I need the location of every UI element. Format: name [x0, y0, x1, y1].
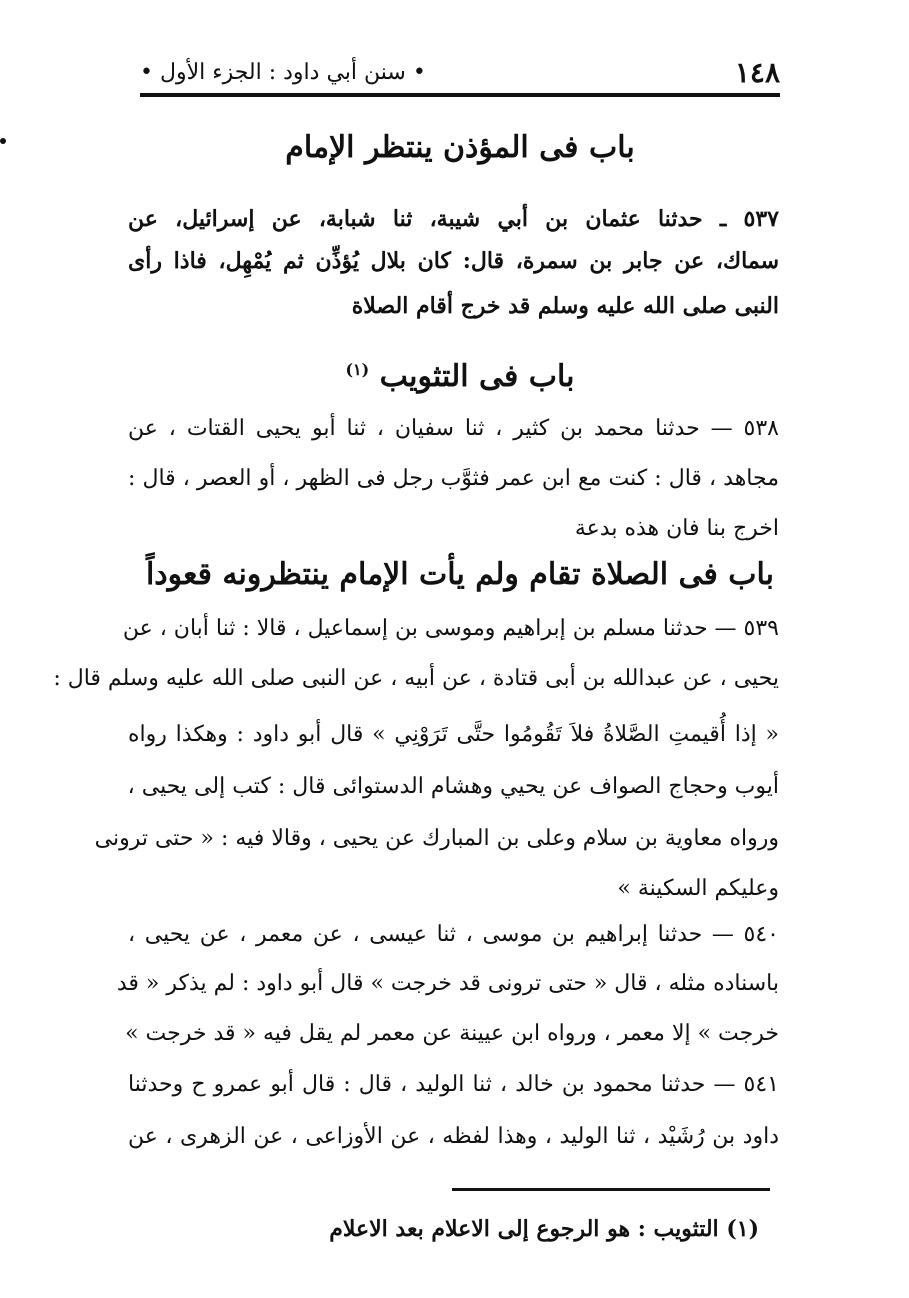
chapter-heading-2-text: باب فى التثويب [379, 359, 575, 394]
text-line: ٥٣٧ ـ حدثنا عثمان بن أبي شيبة، ثنا شبابة، عن إسرائيل، عن [128, 206, 779, 232]
chapter-heading-2 [120, 350, 800, 397]
header-rule [140, 93, 780, 97]
footnote-marker: (١) [345, 360, 370, 379]
text-line: مجاهد ، قال : كنت مع ابن عمر فثوَّب رجل فى الظهر ، أو العصر ، قال : [128, 466, 779, 491]
text-line: ٥٤١ — حدثنا محمود بن خالد ، ثنا الوليد ، قال : قال أبو عمرو ح وحدثنا [128, 1072, 779, 1097]
text-line: داود بن رُشَيْد ، ثنا الوليد ، وهذا لفظه ، عن الأوزاعى ، عن الزهرى ، عن [128, 1124, 779, 1149]
footnote-rule [452, 1188, 770, 1191]
text-line: ٥٤٠ — حدثنا إبراهيم بن موسى ، ثنا عيسى ، عن معمر ، عن يحيى ، [128, 922, 779, 947]
chapter-heading-3: باب فى الصلاة تقام ولم يأت الإمام ينتظرونه قعوداً [145, 557, 775, 592]
text-line: ورواه معاوية بن سلام وعلى بن المبارك عن يحيى ، وقالا فيه : « حتى ترونى [94, 826, 779, 851]
page-header [140, 52, 780, 92]
text-line: أيوب وحجاج الصواف عن يحيي وهشام الدستوائى قال : كتب إلى يحيى ، [127, 774, 779, 799]
text-line: سماك، عن جابر بن سمرة، قال: كان بلال يُؤذِّن ثم يُمْهِل، فاذا رأى [128, 248, 779, 274]
text-line: باسناده مثله ، قال « حتى ترونى قد خرجت » قال أبو داود : لم يذكر « قد [116, 971, 779, 996]
page-number: ١٤٨ [734, 55, 780, 89]
text-line: « إذا أُقيمتِ الصَّلاةُ فلاَ تَقُومُوا حتَّى تَرَوْنِي » قال أبو داود : وهكذا رواه [128, 722, 779, 747]
footnote: (١) التثويب : هو الرجوع إلى الاعلام بعد الاعلام [329, 1216, 759, 1242]
text-line: ٥٣٨ — حدثنا محمد بن كثير ، ثنا سفيان ، ثنا أبو يحيى القتات ، عن [128, 416, 779, 441]
text-line: النبى صلى الله عليه وسلم قد خرج أقام الصلاة [351, 293, 779, 319]
text-line: خرجت » إلا معمر ، ورواه ابن عيينة عن معمر لم يقل فيه « قد خرجت » [125, 1021, 779, 1046]
text-line: اخرج بنا فان هذه بدعة [574, 516, 779, 541]
margin-mark [0, 138, 6, 144]
text-line: وعليكم السكينة » [617, 876, 779, 901]
chapter-heading-1: باب فى المؤذن ينتظر الإمام [285, 130, 635, 165]
text-line: ٥٣٩ — حدثنا مسلم بن إبراهيم وموسى بن إسماعيل ، قالا : ثنا أبان ، عن [122, 616, 779, 641]
running-title: • سنن أبي داود : الجزء الأول • [140, 59, 426, 85]
text-line: يحيى ، عن عبدالله بن أبى قتادة ، عن أبيه ، عن النبى صلى الله عليه وسلم قال : [53, 666, 779, 691]
